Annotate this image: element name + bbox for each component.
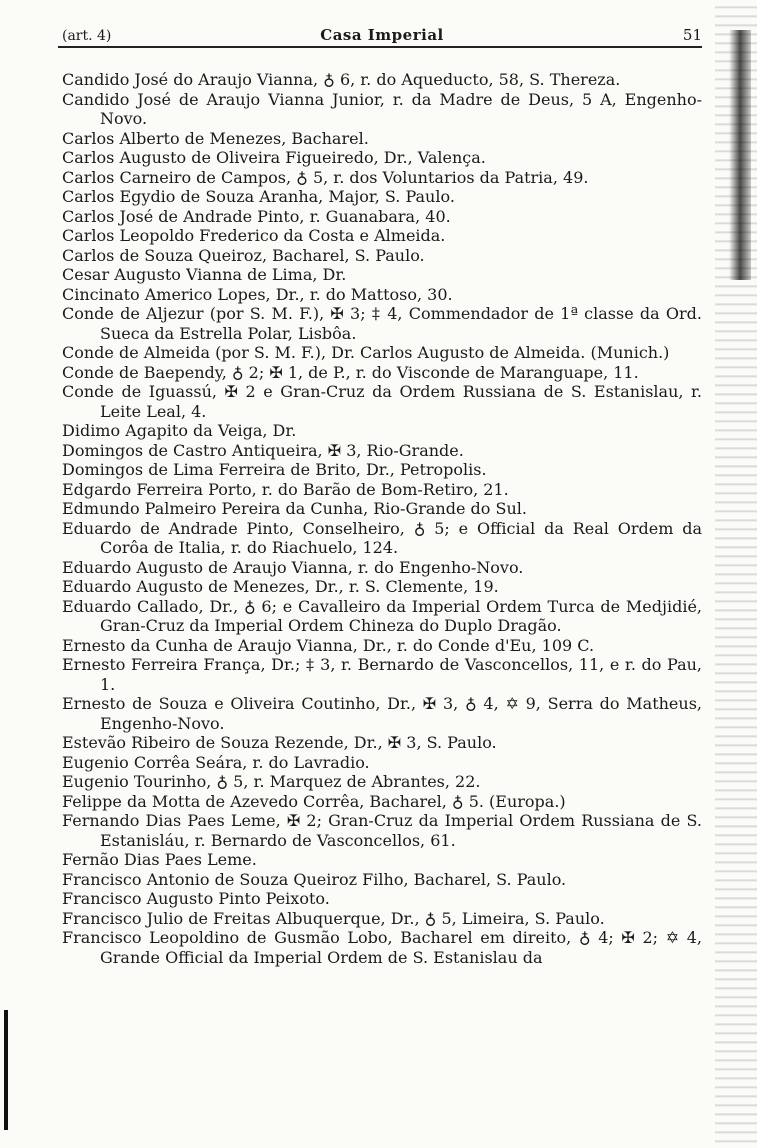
entry-item: Carlos Leopoldo Frederico da Costa e Almeida. <box>62 226 446 245</box>
entry-item: Ernesto da Cunha de Araujo Vianna, Dr., r. do Conde d'Eu, 109 C. <box>62 635 595 655</box>
entry-item: Eduardo Augusto de Araujo Vianna, r. do Engenho-Novo. <box>62 557 524 577</box>
entry-item: Cesar Augusto Vianna de Lima, Dr. <box>62 265 347 284</box>
page-edge-dark <box>729 30 751 280</box>
entry-item: Eugenio Corrêa Seára, r. do Lavradio. <box>62 752 370 772</box>
entry-item: Francisco Augusto Pinto Peixoto. <box>62 889 330 908</box>
entry-item: Didimo Agapito da Veiga, Dr. <box>62 421 297 440</box>
entry-item: Francisco Julio de Freitas Albuquerque, Dr., ♁ 5, Limeira, S. Paulo. <box>62 908 605 928</box>
binding-mark <box>4 1010 8 1130</box>
entry-item: Conde de Aljezur (por S. M. F.), ✠ 3; ‡ 4, Commendador de 1ª classe da Ord. Sueca da Estrella Polar, Lisbôa. <box>62 304 702 343</box>
entry-item: Domingos de Lima Ferreira de Brito, Dr., Petropolis. <box>62 460 487 479</box>
entry-item: Eugenio Tourinho, ♁ 5, r. Marquez de Abrantes, 22. <box>62 772 481 791</box>
entry-item: Candido José de Araujo Vianna Junior, r. da Madre de Deus, 5 A, Engenho-Novo. <box>62 89 702 128</box>
entry-item: Carlos Egydio de Souza Aranha, Major, S. Paulo. <box>62 187 455 206</box>
entry-item: Francisco Leopoldino de Gusmão Lobo, Bacharel em direito, ♁ 4; ✠ 2; ✡ 4, Grande Official da Imperial Ordem de S. Estanislau da <box>62 928 702 967</box>
entry-item: Eduardo Callado, Dr., ♁ 6; e Cavalleiro da Imperial Ordem Turca de Medjidié, Gran-Cruz da Imperial Ordem Chineza do Duplo Dragão. <box>62 596 702 635</box>
header-rule <box>58 46 702 48</box>
entry-item: Domingos de Castro Antiqueira, ✠ 3, Rio-Grande. <box>62 440 464 460</box>
entry-item: Fernão Dias Paes Leme. <box>62 850 257 869</box>
entry-item: Conde de Baependy, ♁ 2; ✠ 1, de P., r. do Visconde de Maranguape, 11. <box>62 362 639 382</box>
entry-item: Estevão Ribeiro de Souza Rezende, Dr., ✠ 3, S. Paulo. <box>62 733 497 752</box>
page-number: 51 <box>682 26 702 44</box>
page-header <box>62 26 702 46</box>
entry-item: Conde de Iguassú, ✠ 2 e Gran-Cruz da Ordem Russiana de S. Estanislau, r. Leite Leal, 4. <box>62 382 702 421</box>
entry-item: Felippe da Motta de Azevedo Corrêa, Bacharel, ♁ 5. (Europa.) <box>62 791 566 811</box>
entry-list <box>62 70 702 967</box>
entry-item: Cincinato Americo Lopes, Dr., r. do Mattoso, 30. <box>62 284 453 304</box>
section-label: (art. 4) <box>62 28 112 44</box>
entry-item: Carlos Alberto de Menezes, Bacharel. <box>62 128 369 148</box>
entry-item: Carlos Augusto de Oliveira Figueiredo, Dr., Valença. <box>62 148 486 167</box>
entry-item: Eduardo Augusto de Menezes, Dr., r. S. Clemente, 19. <box>62 577 499 596</box>
entry-item: Eduardo de Andrade Pinto, Conselheiro, ♁ 5; e Official da Real Ordem da Corôa de Italia, r. do Riachuelo, 124. <box>62 518 702 557</box>
entry-item: Candido José do Araujo Vianna, ♁ 6, r. do Aqueducto, 58, S. Thereza. <box>62 70 621 89</box>
entry-item: Carlos de Souza Queiroz, Bacharel, S. Paulo. <box>62 245 425 265</box>
entry-item: Conde de Almeida (por S. M. F.), Dr. Carlos Augusto de Almeida. (Munich.) <box>62 343 670 362</box>
entry-item: Ernesto de Souza e Oliveira Coutinho, Dr., ✠ 3, ♁ 4, ✡ 9, Serra do Matheus, Engenho-Novo. <box>62 694 702 733</box>
entry-item: Francisco Antonio de Souza Queiroz Filho, Bacharel, S. Paulo. <box>62 869 567 889</box>
entry-item: Fernando Dias Paes Leme, ✠ 2; Gran-Cruz da Imperial Ordem Russiana de S. Estanisláu, r. Bernardo de Vasconcellos, 61. <box>62 811 702 850</box>
entry-item: Edgardo Ferreira Porto, r. do Barão de Bom-Retiro, 21. <box>62 479 509 499</box>
entry-item: Carlos José de Andrade Pinto, r. Guanabara, 40. <box>62 206 451 226</box>
entry-item: Edmundo Palmeiro Pereira da Cunha, Rio-Grande do Sul. <box>62 499 527 518</box>
entry-item: Ernesto Ferreira França, Dr.; ‡ 3, r. Bernardo de Vasconcellos, 11, e r. do Pau, 1. <box>62 655 702 694</box>
entry-item: Carlos Carneiro de Campos, ♁ 5, r. dos Voluntarios da Patria, 49. <box>62 167 589 187</box>
page-title: Casa Imperial <box>320 26 444 44</box>
